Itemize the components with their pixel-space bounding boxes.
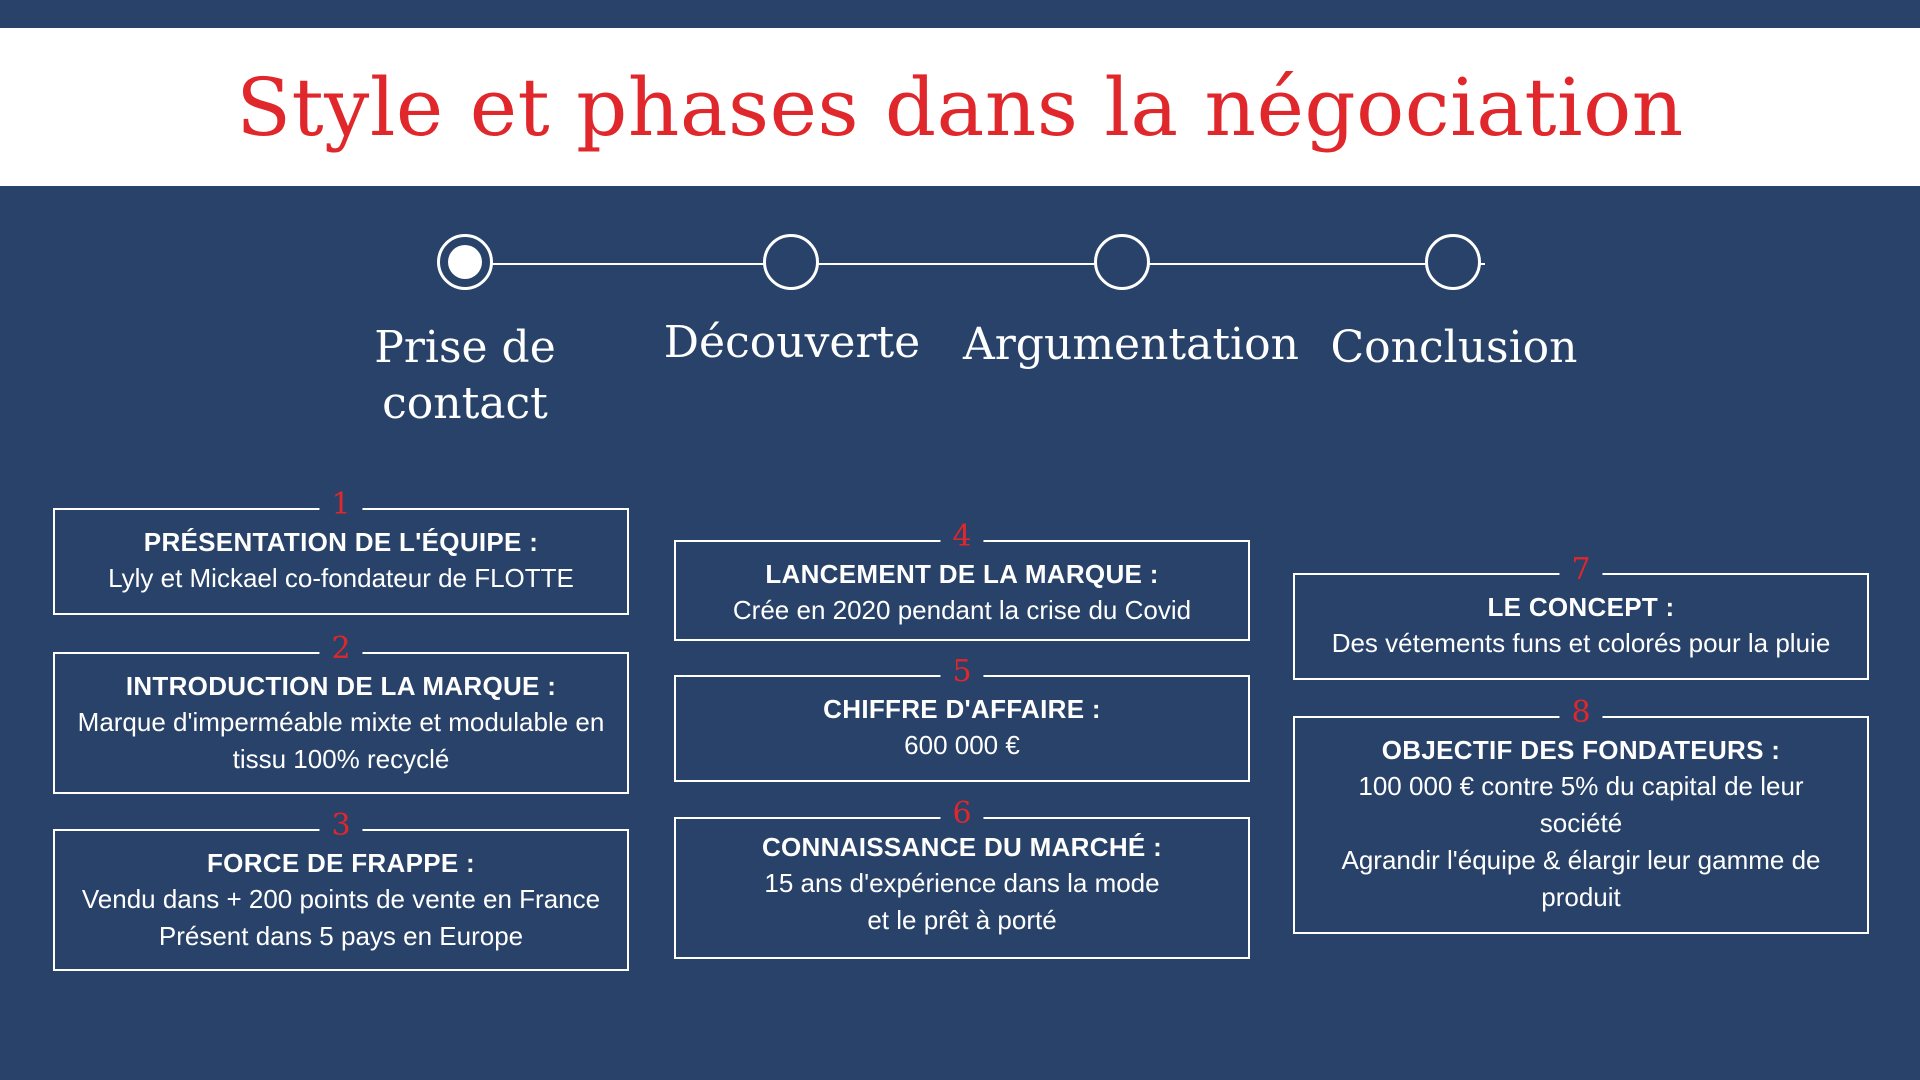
card-text: 15 ans d'expérience dans la mode [764,868,1160,898]
phase-label-line: Prise de [374,322,556,373]
card-text: Crée en 2020 pendant la crise du Covid [732,595,1192,625]
card-title: LE CONCEPT : [1487,592,1675,622]
phase-label-line: contact [382,378,548,429]
phase-node-decouverte[interactable] [763,234,819,290]
phase-label-argumentation [963,317,1299,373]
active-dot [448,245,482,279]
info-card-3 [53,808,629,971]
phase-label-conclusion [1294,320,1614,376]
phase-label-line: Découverte [663,317,921,368]
title-banner [0,28,1920,186]
page-title: Style et phases dans la négociation [236,60,1684,154]
card-text: Présent dans 5 pays en Europe [158,921,524,951]
card-text: et le prêt à porté [867,905,1057,935]
info-card-2 [53,631,629,794]
card-title: FORCE DE FRAPPE : [206,848,475,878]
info-card-1 [53,487,629,615]
card-text: Lyly et Mickael co-fondateur de FLOTTE [108,563,574,593]
card-text: 600 000 € [904,730,1020,760]
phase-node-conclusion[interactable] [1425,234,1481,290]
info-card-7 [1293,552,1869,680]
info-card-8 [1293,695,1869,934]
card-text: société [1539,808,1623,838]
card-number: 5 [940,655,983,689]
card-number: 3 [319,809,362,843]
card-number: 4 [940,520,983,554]
card-number: 7 [1559,553,1602,587]
card-number: 8 [1559,696,1602,730]
card-text: 100 000 € contre 5% du capital de leur [1358,771,1804,801]
card-number: 2 [319,632,362,666]
timeline-line [465,263,1485,265]
info-card-6 [674,796,1250,959]
phase-node-prise-de-contact[interactable] [437,234,493,290]
card-text: Des vétements funs et colorés pour la pluie [1331,628,1831,658]
phase-label-prise-de-contact [305,320,625,432]
phase-label-decouverte [632,315,952,371]
card-title: OBJECTIF DES FONDATEURS : [1381,735,1781,765]
card-title: PRÉSENTATION DE L'ÉQUIPE : [143,527,539,557]
card-title: CONNAISSANCE DU MARCHÉ : [761,832,1163,862]
phase-label-line: Conclusion [1330,322,1578,373]
card-text: tissu 100% recyclé [232,744,450,774]
card-title: CHIFFRE D'AFFAIRE : [823,694,1101,724]
card-text: Marque d'imperméable mixte et modulable en [77,707,605,737]
card-text: produit [1541,882,1621,912]
card-title: LANCEMENT DE LA MARQUE : [765,559,1159,589]
phase-label-line: Argumentation [963,319,1299,370]
phase-node-argumentation[interactable] [1094,234,1150,290]
card-text: Vendu dans + 200 points de vente en France [81,884,601,914]
info-card-5 [674,654,1250,782]
info-card-4 [674,519,1250,641]
card-text: Agrandir l'équipe & élargir leur gamme de [1341,845,1821,875]
card-title: INTRODUCTION DE LA MARQUE : [125,671,557,701]
card-number: 6 [940,797,983,831]
card-number: 1 [319,488,362,522]
